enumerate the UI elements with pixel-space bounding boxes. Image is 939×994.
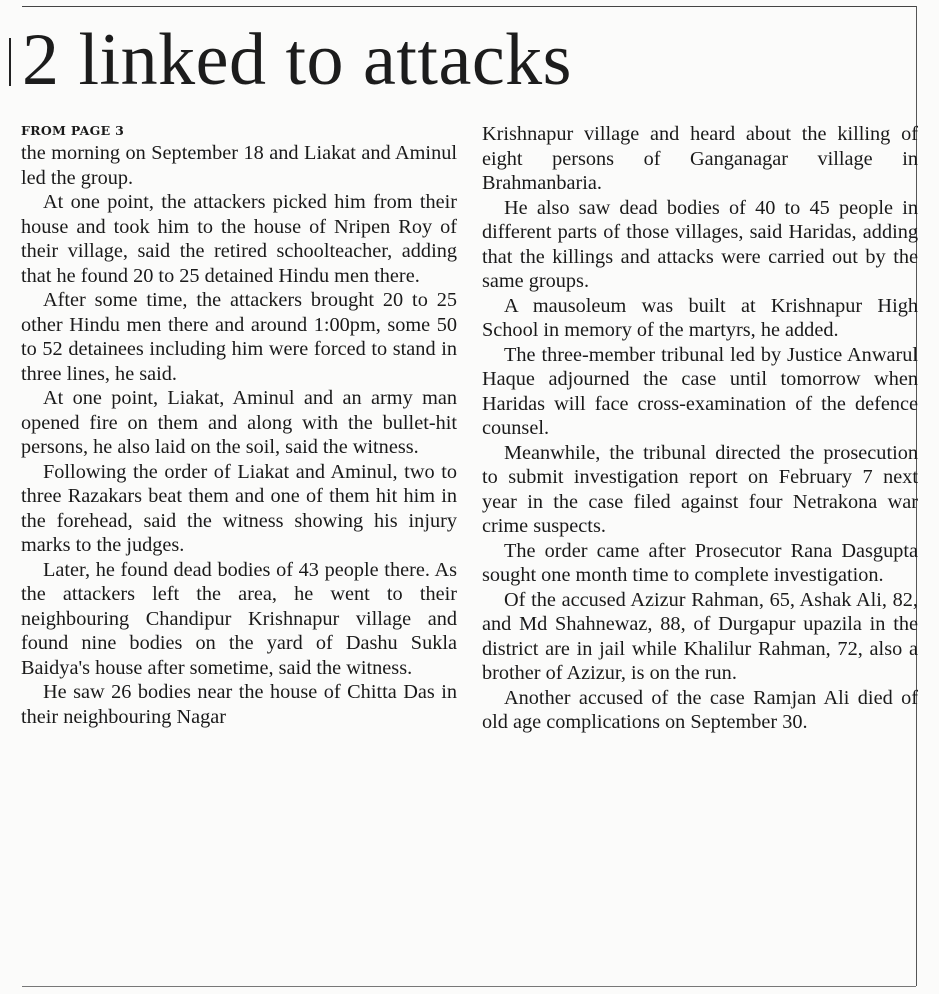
paragraph: Following the order of Liakat and Aminul, two to three Razakars beat them and one of them hit him in the forehead, said the witness showing his injury marks to the judges. [21,460,457,556]
paragraph: After some time, the attackers brought 20 to 25 other Hindu men there and around 1:00pm, some 50 to 52 detainees including him were forced to stand in three lines, he said. [21,289,457,385]
top-rule [22,6,916,7]
paragraph: At one point, Liakat, Aminul and an army man opened fire on them and along with the bullet-hit persons, he also laid on the soil, said the witness. [21,387,457,458]
paragraph: He also saw dead bodies of 40 to 45 people in different parts of those villages, said Haridas, adding that the killings and attacks were carried out by the same groups. [482,196,918,292]
paragraph: Later, he found dead bodies of 43 people there. As the attackers left the area, he went to their neighbouring Chandipur Krishnapur village and found nine bodies on the yard of Dashu Sukla Baidya's house after sometime, said the witness. [21,558,457,679]
article-column-left [21,122,457,729]
paragraph: Krishnapur village and heard about the killing of eight persons of Ganganagar village in Brahmanbaria. [482,123,918,194]
paragraph: At one point, the attackers picked him from their house and took him to the house of Nripen Roy of their village, said the retired schoolteacher, adding that he found 20 to 25 detained Hindu men there. [21,191,457,287]
paragraph: A mausoleum was built at Krishnapur High School in memory of the martyrs, he added. [482,294,918,341]
bottom-rule [22,986,916,987]
paragraph: The three-member tribunal led by Justice Anwarul Haque adjourned the case until tomorrow when Haridas will face cross-examination of the defence counsel. [482,343,918,439]
paragraph: the morning on September 18 and Liakat and Aminul led the group. [21,142,457,189]
paragraph: Another accused of the case Ramjan Ali died of old age complications on September 30. [482,686,918,733]
paragraph: Of the accused Azizur Rahman, 65, Ashak Ali, 82, and Md Shahnewaz, 88, of Durgapur upazila in the district are in jail while Khalilur Rahman, 72, also a brother of Azizur, is on the run. [482,588,918,684]
paragraph: Meanwhile, the tribunal directed the prosecution to submit investigation report on February 7 next year in the case filed against four Netrakona war crime suspects. [482,441,918,537]
paragraph: The order came after Prosecutor Rana Dasgupta sought one month time to complete investigation. [482,539,918,586]
article-column-right [482,122,918,735]
headline: 2 linked to attacks [22,19,572,101]
paragraph: He saw 26 bodies near the house of Chitta Das in their neighbouring Nagar [21,681,457,728]
section-marker [9,38,11,86]
kicker: FROM PAGE 3 [21,123,125,138]
